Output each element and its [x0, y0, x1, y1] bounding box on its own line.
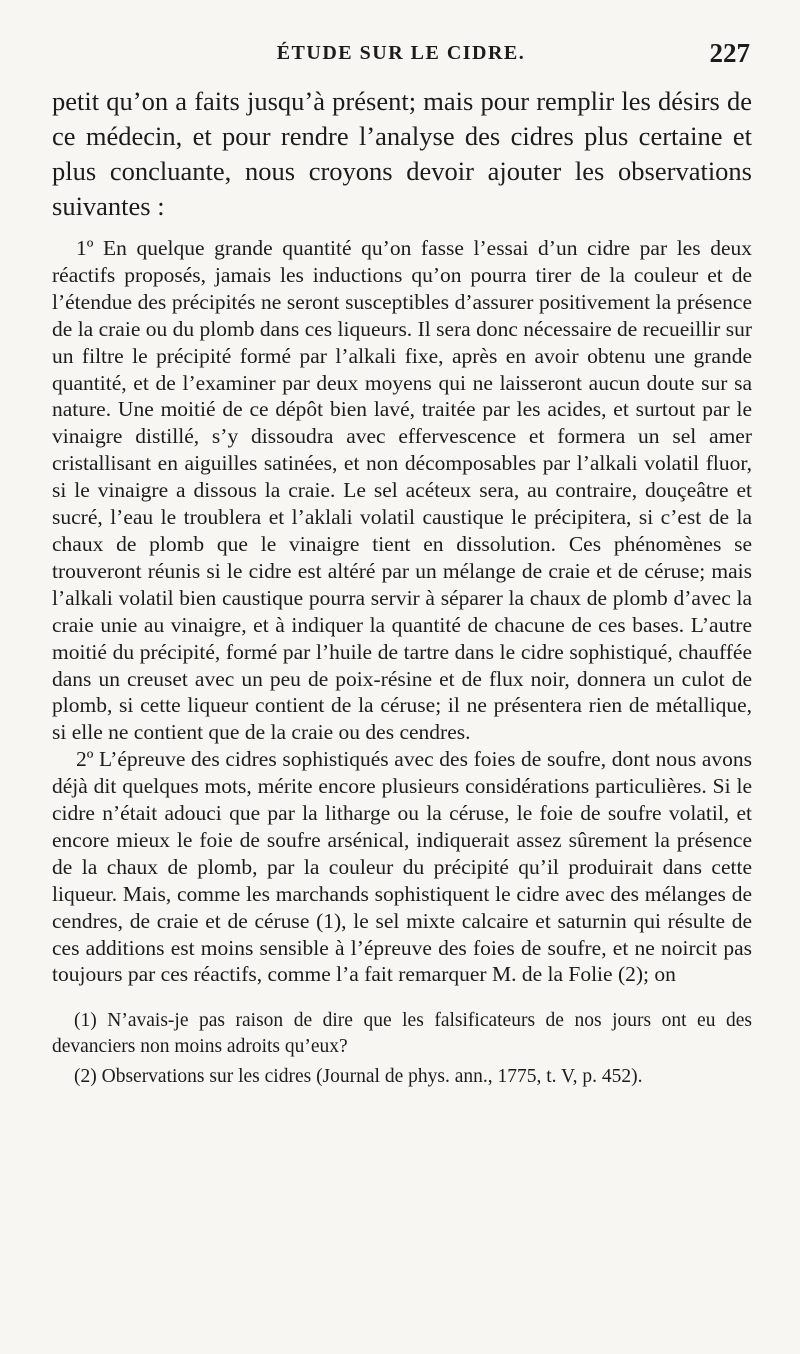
page-body — [52, 84, 752, 1090]
paragraph-1: 1º En quelque grande quantité qu’on fasse l’essai d’un cidre par les deux réactifs proposés, jamais les inductions qu’on pourra tirer de la couleur et de l’étendue des précipités ne seront susceptibles d’assurer positivement la présence de la craie ou du plomb dans ces liqueurs. Il sera donc nécessaire de recueillir sur un filtre le précipité formé par l’alkali fixe, après en avoir obtenu une grande quantité, et de l’examiner par deux moyens qui ne laisseront aucun doute sur sa nature. Une moitié de ce dépôt bien lavé, traitée par les acides, et surtout par le vinaigre distillé, s’y dissoudra avec effervescence et formera un sel amer cristallisant en aiguilles satinées, et non décomposables par l’alkali volatil fluor, si le vinaigre a dissous la craie. Le sel acéteux sera, au contraire, douçeâtre et sucré, l’eau le troublera et l’aklali volatil caustique le précipitera, si c’est de la chaux de plomb que le vinaigre tient en dissolution. Ces phénomènes se trouveront réunis si le cidre est altéré par un mélange de craie et de céruse; mais l’alkali volatil bien caustique pourra servir à séparer la chaux de plomb d’avec la craie unie au vinaigre, et à indiquer la quantité de chacune de ces bases. L’autre moitié du précipité, formé par l’huile de tartre dans le cidre sophistiqué, chauffée dans un creuset avec un peu de poix-résine et de flux noir, donnera un culot de plomb, si cette liqueur contient de la céruse; il ne présentera rien de métallique, si elle ne contient que de la craie ou des cendres. — [52, 236, 752, 745]
footnote-2: (2) Observations sur les cidres (Journal de phys. ann., 1775, t. V, p. 452). — [74, 1066, 643, 1088]
footnotes — [52, 1008, 752, 1090]
paragraph-2: 2º L’épreuve des cidres sophistiqués avec des foies de soufre, dont nous avons déjà dit quelques mots, mérite encore plusieurs considérations particulières. Si le cidre n’était adouci que par la litharge ou la céruse, le foie de soufre volatil, et encore mieux le foie de soufre arsénical, indiquerait assez sûrement la présence de la chaux de plomb, par la couleur du précipité qu’il produirait dans cette liqueur. Mais, comme les marchands sophistiquent le cidre avec des mélanges de cendres, de craie et de céruse (1), le sel mixte calcaire et saturnin qui résulte de ces additions est moins sensible à l’épreuve des foies de soufre, et ne noircit pas toujours par ces réactifs, comme l’a fait remarquer M. de la Folie (2); on — [52, 747, 752, 987]
footnote-1: (1) N’avais-je pas raison de dire que les falsificateurs de nos jours ont eu des devanciers non moins adroits qu’eux? — [52, 1010, 752, 1058]
page-header — [52, 38, 750, 72]
page-number: 227 — [709, 38, 750, 68]
running-title: ÉTUDE SUR LE CIDRE. — [276, 42, 526, 64]
lead-paragraph: petit qu’on a faits jusqu’à présent; mais pour remplir les désirs de ce médecin, et pour rendre l’analyse des cidres plus certaine et plus concluante, nous croyons devoir ajouter les observations suivantes : — [52, 86, 752, 221]
